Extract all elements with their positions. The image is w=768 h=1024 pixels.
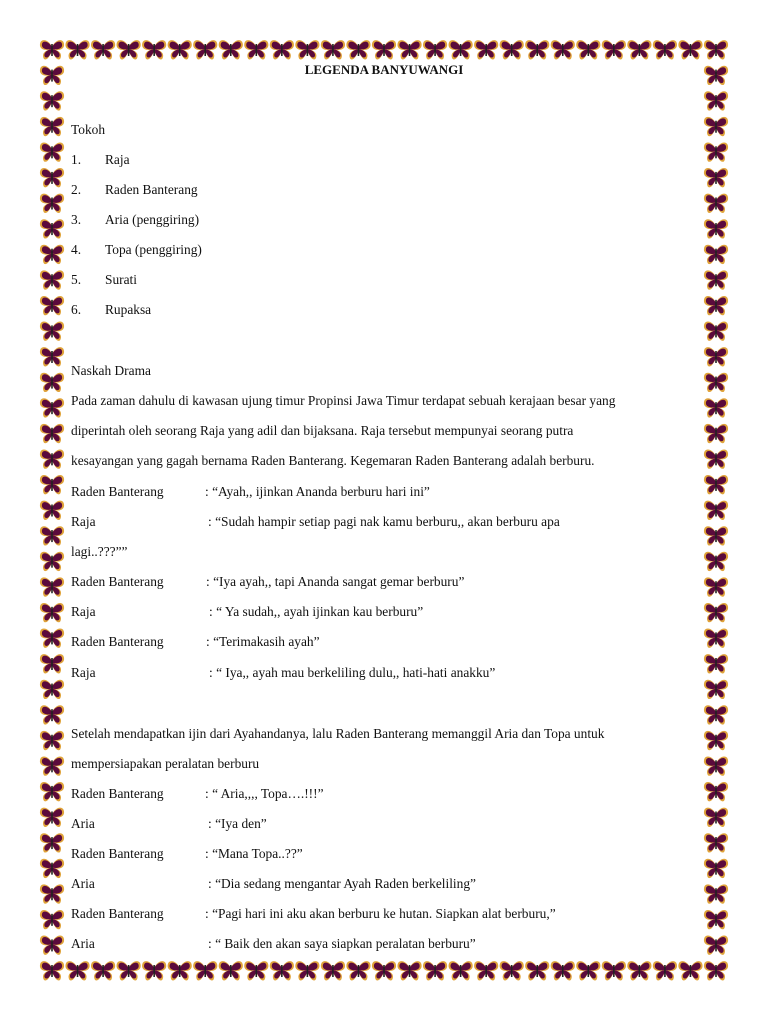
butterfly-icon	[704, 680, 728, 699]
butterfly-icon	[40, 117, 64, 136]
butterfly-icon	[295, 961, 319, 980]
butterfly-icon	[40, 552, 64, 571]
butterfly-icon	[704, 91, 728, 110]
dialog-line: : “ Aria,,,, Topa….!!!”	[205, 786, 324, 801]
butterfly-icon	[40, 526, 64, 545]
butterfly-icon	[40, 373, 64, 392]
butterfly-icon	[576, 40, 600, 59]
cast-name: Topa (penggiring)	[105, 242, 202, 257]
dialog-speaker: Raden Banterang	[71, 906, 164, 921]
butterfly-icon	[321, 961, 345, 980]
butterfly-icon	[40, 91, 64, 110]
butterfly-icon	[704, 296, 728, 315]
butterfly-icon	[704, 936, 728, 955]
butterfly-icon	[397, 961, 421, 980]
dialog-speaker: Aria	[71, 936, 95, 951]
dialog-line: : “Iya den”	[208, 816, 267, 831]
butterfly-icon	[40, 577, 64, 596]
dialog-speaker: Raja	[71, 514, 96, 529]
dialog-speaker: Aria	[71, 816, 95, 831]
butterfly-icon	[474, 961, 498, 980]
butterfly-icon	[295, 40, 319, 59]
butterfly-icon	[653, 961, 677, 980]
butterfly-icon	[40, 629, 64, 648]
dialog-speaker: Raden Banterang	[71, 786, 164, 801]
butterfly-icon	[244, 961, 268, 980]
butterfly-icon	[40, 833, 64, 852]
butterfly-icon	[474, 40, 498, 59]
intro-line: Pada zaman dahulu di kawasan ujung timur Propinsi Jawa Timur terdapat sebuah kerajaan besar yang	[71, 393, 616, 408]
butterfly-icon	[704, 577, 728, 596]
cast-number: 6.	[71, 302, 82, 317]
butterfly-icon	[704, 373, 728, 392]
butterfly-icon	[346, 961, 370, 980]
dialog-line: : “Iya ayah,, tapi Ananda sangat gemar berburu”	[206, 574, 465, 589]
dialog-speaker: Raden Banterang	[71, 846, 164, 861]
butterfly-icon	[40, 424, 64, 443]
butterfly-icon	[40, 936, 64, 955]
dialog-speaker: Raden Banterang	[71, 484, 164, 499]
butterfly-icon	[40, 961, 64, 980]
dialog-line: : “Terimakasih ayah”	[206, 634, 320, 649]
script-heading: Naskah Drama	[71, 363, 151, 378]
butterfly-icon	[219, 40, 243, 59]
butterfly-icon	[423, 40, 447, 59]
butterfly-icon	[704, 168, 728, 187]
butterfly-icon	[602, 961, 626, 980]
dialog-line: lagi..???””	[71, 544, 128, 559]
butterfly-icon	[704, 117, 728, 136]
narration-line: mempersiapakan peralatan berburu	[71, 756, 260, 771]
butterfly-icon	[40, 501, 64, 520]
butterfly-icon	[704, 449, 728, 468]
butterfly-icon	[423, 961, 447, 980]
butterfly-icon	[40, 296, 64, 315]
butterfly-icon	[704, 884, 728, 903]
cast-name: Raden Banterang	[105, 182, 198, 197]
butterfly-icon	[704, 731, 728, 750]
cast-name: Aria (penggiring)	[105, 212, 200, 227]
dialog-line: : “Ayah,, ijinkan Ananda berburu hari ini”	[205, 484, 430, 499]
butterfly-icon	[627, 961, 651, 980]
dialog-speaker: Raja	[71, 665, 96, 680]
document-title: LEGENDA BANYUWANGI	[304, 62, 464, 77]
butterfly-icon	[168, 40, 192, 59]
butterfly-icon	[40, 705, 64, 724]
butterfly-icon	[500, 40, 524, 59]
butterfly-icon	[551, 40, 575, 59]
butterfly-icon	[704, 833, 728, 852]
butterfly-icon	[500, 961, 524, 980]
butterfly-icon	[40, 142, 64, 161]
dialog-line: : “Mana Topa..??”	[205, 846, 303, 861]
butterfly-icon	[40, 168, 64, 187]
cast-number: 3.	[71, 212, 82, 227]
butterfly-icon	[704, 629, 728, 648]
butterfly-icon	[678, 961, 702, 980]
dialog-line: : “Dia sedang mengantar Ayah Raden berkeliling”	[208, 876, 476, 891]
cast-name: Raja	[105, 152, 130, 167]
narration-line: Setelah mendapatkan ijin dari Ayahandanya, lalu Raden Banterang memanggil Aria dan Topa untuk	[71, 726, 605, 741]
dialog-speaker: Aria	[71, 876, 95, 891]
dialog-line: : “Pagi hari ini aku akan berburu ke hutan. Siapkan alat berburu,”	[205, 906, 556, 921]
cast-number: 4.	[71, 242, 82, 257]
cast-name: Rupaksa	[105, 302, 152, 317]
butterfly-icon	[704, 501, 728, 520]
butterfly-icon	[704, 859, 728, 878]
cast-number: 1.	[71, 152, 82, 167]
dialog-speaker: Raden Banterang	[71, 574, 164, 589]
butterfly-icon	[40, 603, 64, 622]
butterfly-icon	[40, 347, 64, 366]
butterfly-icon	[40, 654, 64, 673]
butterfly-icon	[551, 961, 575, 980]
butterfly-icon	[704, 910, 728, 929]
butterfly-icon	[372, 40, 396, 59]
butterfly-icon	[117, 40, 141, 59]
butterfly-icon	[40, 245, 64, 264]
dialog-line: : “ Iya,, ayah mau berkeliling dulu,, hati-hati anakku”	[209, 665, 496, 680]
butterfly-icon	[40, 449, 64, 468]
butterfly-icon	[704, 142, 728, 161]
butterfly-icon	[704, 194, 728, 213]
dialog-line: : “ Baik den akan saya siapkan peralatan berburu”	[208, 936, 476, 951]
butterfly-icon	[576, 961, 600, 980]
butterfly-icon	[117, 961, 141, 980]
butterfly-icon	[40, 270, 64, 289]
cast-heading: Tokoh	[71, 122, 106, 137]
dialog-line: : “ Ya sudah,, ayah ijinkan kau berburu”	[209, 604, 424, 619]
butterfly-icon	[704, 424, 728, 443]
butterfly-icon	[40, 782, 64, 801]
butterfly-icon	[449, 40, 473, 59]
butterfly-icon	[346, 40, 370, 59]
butterfly-icon	[142, 40, 166, 59]
butterfly-icon	[372, 961, 396, 980]
butterfly-icon	[40, 680, 64, 699]
butterfly-icon	[704, 552, 728, 571]
butterfly-icon	[40, 322, 64, 341]
butterfly-icon	[91, 961, 115, 980]
butterfly-icon	[270, 961, 294, 980]
butterfly-icon	[704, 782, 728, 801]
butterfly-icon	[704, 40, 728, 59]
butterfly-icon	[40, 731, 64, 750]
butterfly-icon	[40, 884, 64, 903]
butterfly-icon	[704, 705, 728, 724]
butterfly-icon	[40, 398, 64, 417]
butterfly-icon	[65, 40, 89, 59]
butterfly-icon	[602, 40, 626, 59]
butterfly-icon	[704, 398, 728, 417]
butterfly-icon	[704, 322, 728, 341]
butterfly-icon	[193, 40, 217, 59]
butterfly-icon	[704, 526, 728, 545]
butterfly-icon	[525, 961, 549, 980]
butterfly-icon	[65, 961, 89, 980]
butterfly-icon	[704, 756, 728, 775]
butterfly-icon	[40, 475, 64, 494]
butterfly-icon	[704, 475, 728, 494]
butterfly-icon	[244, 40, 268, 59]
butterfly-icon	[40, 910, 64, 929]
cast-name: Surati	[105, 272, 137, 287]
butterfly-icon	[168, 961, 192, 980]
butterfly-icon	[40, 808, 64, 827]
butterfly-icon	[704, 961, 728, 980]
butterfly-icon	[704, 270, 728, 289]
butterfly-icon	[627, 40, 651, 59]
butterfly-icon	[397, 40, 421, 59]
butterfly-icon	[40, 194, 64, 213]
butterfly-icon	[653, 40, 677, 59]
cast-number: 5.	[71, 272, 82, 287]
butterfly-icon	[704, 219, 728, 238]
dialog-speaker: Raden Banterang	[71, 634, 164, 649]
butterfly-icon	[91, 40, 115, 59]
butterfly-icon	[193, 961, 217, 980]
butterfly-icon	[40, 219, 64, 238]
butterfly-icon	[449, 961, 473, 980]
butterfly-icon	[321, 40, 345, 59]
butterfly-icon	[219, 961, 243, 980]
butterfly-icon	[525, 40, 549, 59]
butterfly-icon	[704, 245, 728, 264]
butterfly-icon	[40, 40, 64, 59]
dialog-line: : “Sudah hampir setiap pagi nak kamu berburu,, akan berburu apa	[208, 514, 560, 529]
butterfly-icon	[704, 654, 728, 673]
butterfly-icon	[40, 859, 64, 878]
butterfly-icon	[142, 961, 166, 980]
butterfly-icon	[678, 40, 702, 59]
cast-number: 2.	[71, 182, 82, 197]
butterfly-icon	[704, 808, 728, 827]
butterfly-icon	[270, 40, 294, 59]
butterfly-icon	[704, 603, 728, 622]
dialog-speaker: Raja	[71, 604, 96, 619]
intro-line: diperintah oleh seorang Raja yang adil dan bijaksana. Raja tersebut mempunyai seorang putra	[71, 423, 574, 438]
intro-line: kesayangan yang gagah bernama Raden Banterang. Kegemaran Raden Banterang adalah berburu.	[71, 453, 595, 468]
butterfly-icon	[40, 756, 64, 775]
butterfly-icon	[704, 347, 728, 366]
